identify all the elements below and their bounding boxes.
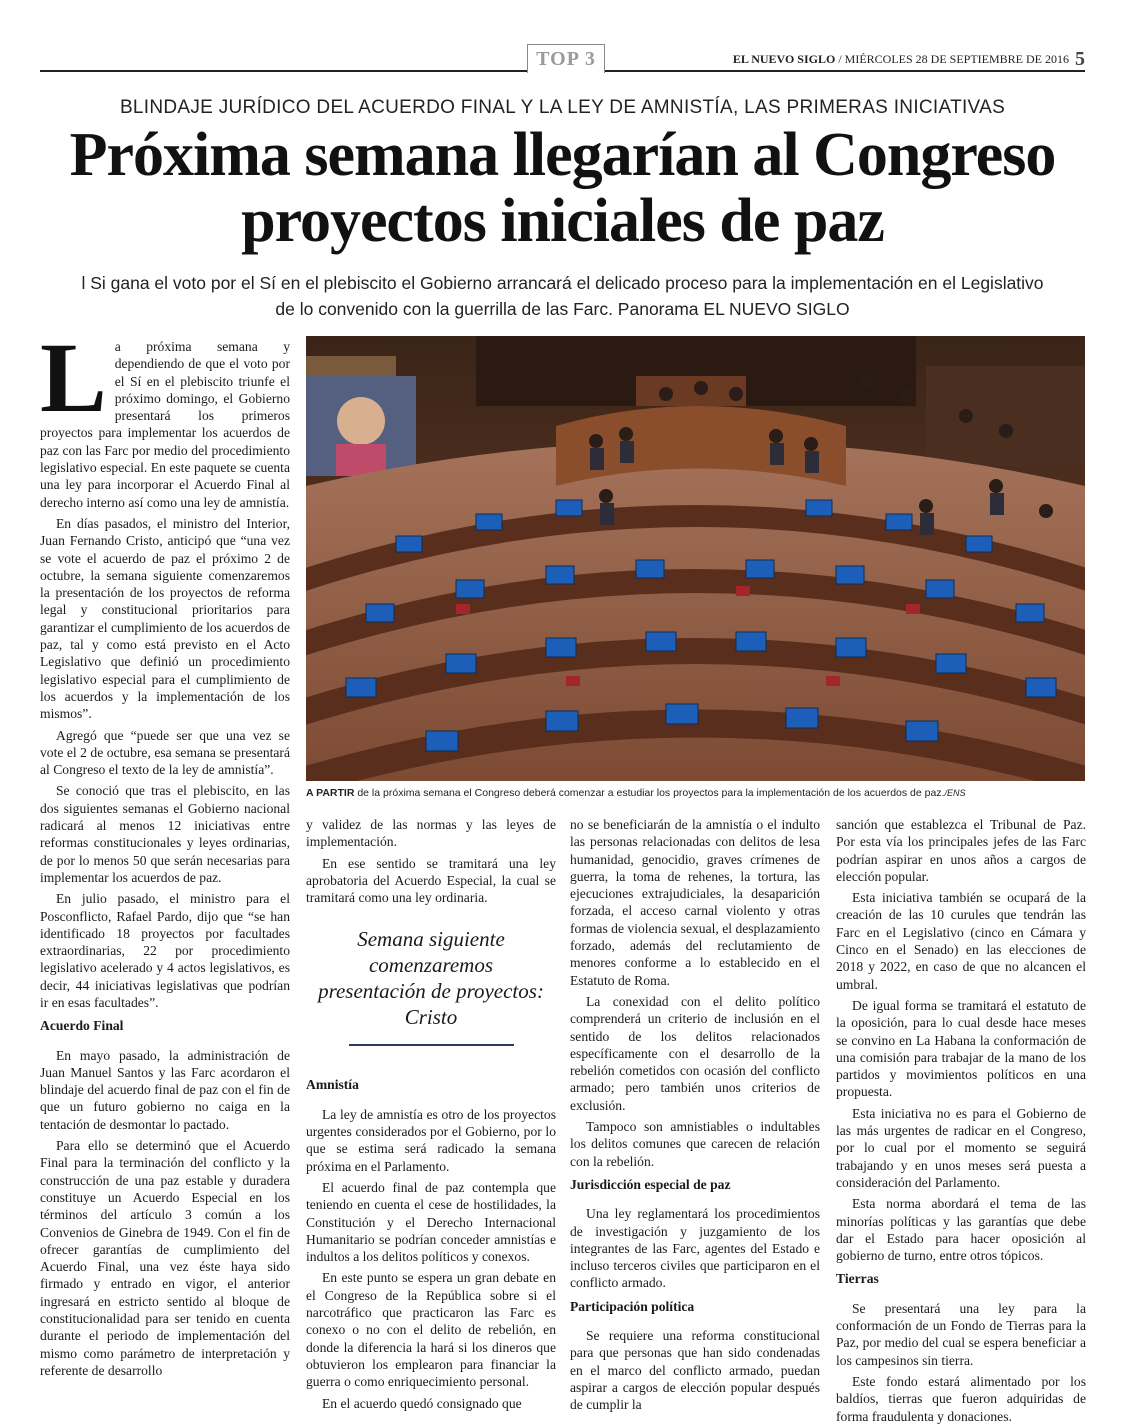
kicker: BLINDAJE JURÍDICO DEL ACUERDO FINAL Y LA LEY DE AMNISTÍA, LAS PRIMERAS INICIATIVAS [119,97,1006,118]
headline: Próxima semana llegarían al Congreso proyectos iniciales de paz [69,121,1056,255]
caption-lead: A PARTIR [306,787,355,799]
section-tab [527,44,605,73]
paragraph: En julio pasado, el ministro para el Posconflicto, Rafael Pardo, dijo que “se han identificado 18 proyectos por facultades extraordinarias, 22 por procedimiento legislativo acelerado y 4 actos legislativos, es decir, 44 iniciativas legislativas que podrían ir en esas facultades”. [40,891,290,1010]
caption-text: de la próxima semana el Congreso deberá comenzar a estudiar los proyectos para la implementación de los acuerdos de paz. [354,787,945,799]
congress-photo-illustration [306,336,1085,781]
paragraph: no se beneficiarán de la amnistía o el indulto las personas relacionadas con delitos de lesa humanidad, genocidio, graves crímenes de guerra, la toma de rehenes, la tortura, las ejecuciones extrajudiciales, la desaparición forzada, el acceso carnal violento y otras formas de violencia sexual, el desplazamiento forzado, además del reclutamiento de menores conforme a lo establecido en el Estatuto de Roma. [570,817,820,988]
paragraph: En días pasados, el ministro del Interior, Juan Fernando Cristo, anticipó que “una vez se vote el acuerdo de paz el próximo 2 de octubre, la semana siguiente comenzaremos la presentación de los proyectos de reforma legal y constitucional prioritarios para garantizar el cumplimiento de los acuerdos de paz, tal y como está previsto en el Acto Legislativo que definió un procedimiento legislativo especial para el cumplimiento de los acuerdos y la implementación de los mismos”. [40,515,290,722]
issue-date: / MIÉRCOLES 28 DE SEPTIEMBRE DE 2016 [835,52,1069,66]
paragraph: Esta iniciativa también se ocupará de la creación de las 10 curules que tendrán las Farc en el Legislativo (cinco en Cámara y Cinco en el Senado) en las elecciones de 2018 y 2022, en caso de que no alcancen el umbral. [836,890,1086,992]
paragraph: sanción que establezca el Tribunal de Paz. Por esta vía los principales jefes de las Farc podrían aspirar en unos años a cargos de elección popular. [836,817,1086,884]
paragraph: Esta norma abordará el tema de las minorías políticas y las garantías que debe dar el Estado para hacer oposición al gobierno de turno, entre otros tópicos. [836,1196,1086,1264]
paragraph: Se conoció que tras el plebiscito, en las dos siguientes semanas el Gobierno nacional radicará al menos 12 iniciativas entre reformas constitucionales y leyes ordinarias, de por lo menos 50 que serán necesarias para implementar los acuerdos de paz. [40,783,290,885]
paragraph: La conexidad con el delito político comprenderá un criterio de inclusión en el sentido de los delitos relacionados específicamente con el desarrollo de la rebelión cometidos con ocasión del conflicto armado; pero también unos criterios de exclusión. [570,993,820,1113]
photo-caption [306,786,1096,800]
deck: l Si gana el voto por el Sí en el plebiscito el Gobierno arrancará el delicado proceso para la implementación en el Legislativo de lo convenido con la guerrilla de las Farc. Panorama EL NUEVO SIGLO [81,273,1044,319]
paragraph: Agregó que “puede ser que una vez se vote el 2 de octubre, esa semana se presentará al Congreso el texto de la ley de amnistía”. [40,727,290,778]
subhead-tierras: Tierras [836,1271,879,1287]
article-column-2 [306,816,556,1412]
paragraph: En el acuerdo quedó consignado que [322,1395,522,1411]
paragraph: En mayo pasado, la administración de Juan Manuel Santos y las Farc acordaron el blindaje del acuerdo final de paz con el fin de que un futuro gobierno no caiga en la tentación de desmontar lo pactado. [40,1047,290,1132]
subhead-amnistia: Amnistía [306,1077,359,1093]
photo-credit: /ENS [944,788,966,798]
pull-quote-rule [349,1044,514,1046]
paragraph: Esta iniciativa no es para el Gobierno de las más urgentes de radicar en el Congreso, por lo cual por el momento se seguirá trabajando y en unos meses será puesta a consideración del Parlamento. [836,1105,1086,1190]
paragraph: Para ello se determinó que el Acuerdo Final para la terminación del conflicto y la construcción de una paz estable y duradera constituye un Acuerdo Especial en los términos del artículo 3 común a los Convenios de Ginebra de 1949. Con el fin de ofrecer garantías de cumplimiento del Acuerdo Final, una vez éste haya sido firmado y entrado en vigor, el anterior ingresará en estricto sentido al bloque de constitucionalidad para ser tenido en cuenta durante el periodo de implementación del mismo como parámetro de interpretación y referente de desarrollo [40,1138,290,1378]
paragraph: Se requiere una reforma constitucional para que personas que han sido condenadas en el marco del conflicto armado, puedan aspirar a cargos de elección popular después de cumplir la [570,1328,820,1413]
paragraph: Este fondo estará alimentado por los baldíos, tierras que fueron adquiridas de forma fraudulenta y donaciones. [836,1373,1086,1424]
paragraph: En ese sentido se tramitará una ley aprobatoria del Acuerdo Especial, la cual se tramitará como una ley ordinaria. [306,855,556,906]
subhead-acuerdo-final: Acuerdo Final [40,1018,124,1034]
drop-cap: L [40,322,107,433]
paragraph: En este punto se espera un gran debate en el Congreso de la República sobre si el narcotráfico que practicaron las Farc es conexo o no con el delito de rebelión, en donde la diferencia la hará si los dineros que obtuvieron los emplearon para financiar la guerra o como enriquecimiento personal. [306,1270,556,1390]
congress-chamber-photo [306,336,1085,781]
subhead-jurisdiccion: Jurisdicción especial de paz [570,1176,731,1192]
paragraph: El acuerdo final de paz contempla que teniendo en cuenta el cese de hostilidades, la Constitución y el Derecho Internacional Humanitario se podrían conceder amnistías e indultos a los delitos políticos y conexos. [306,1179,556,1265]
paragraph: De igual forma se tramitará el estatuto de la oposición, para lo cual desde hace meses se convino en La Habana la conformación de una comisión para trabajar de la mano de los partidos y movimientos políticos en una propuesta. [836,997,1086,1100]
newspaper-name: EL NUEVO SIGLO [732,52,836,66]
pull-quote-text: Semana siguiente comenzaremos presentación de proyectos: Cristo [318,927,544,1030]
paragraph: a próxima semana y dependiendo de que el voto por el Sí en el plebiscito triunfe el próximo domingo, el Gobierno presentará los primeros proyectos para implementar los acuerdos de paz con las Farc por medio del procedimiento legislativo especial. En este paquete se cuenta una ley para incorporar el Acuerdo Final al derecho interno así como una ley de amnistía. [40,339,290,510]
paragraph: La ley de amnistía es otro de los proyectos urgentes considerados por el Gobierno, por lo que se estima será radicado la semana próxima en el Parlamento. [306,1106,556,1174]
subhead-participacion: Participación política [570,1298,695,1314]
paragraph: y validez de las normas y las leyes de implementación. [306,817,556,850]
page-number: 5 [1075,48,1085,70]
article-column-1 [40,322,290,1379]
paragraph: Tampoco son amnistiables o indultables los delitos comunes que carecen de relación con la rebelión. [570,1119,820,1169]
paragraph: Una ley reglamentará los procedimientos de investigación y juzgamiento de los integrantes de las Farc, agentes del Estado e incluso terceros civiles que participaron en el conflicto armado. [570,1206,820,1291]
article-column-4 [836,816,1086,1425]
paragraph: Se presentará una ley para la conformación de un Fondo de Tierras para la Paz, por medio del cual se espera beneficiar a los campesinos sin tierra. [836,1300,1086,1368]
pull-quote [314,926,548,1046]
section-label: TOP 3 [536,48,596,70]
folio [733,48,1085,71]
article-column-3 [570,816,820,1414]
